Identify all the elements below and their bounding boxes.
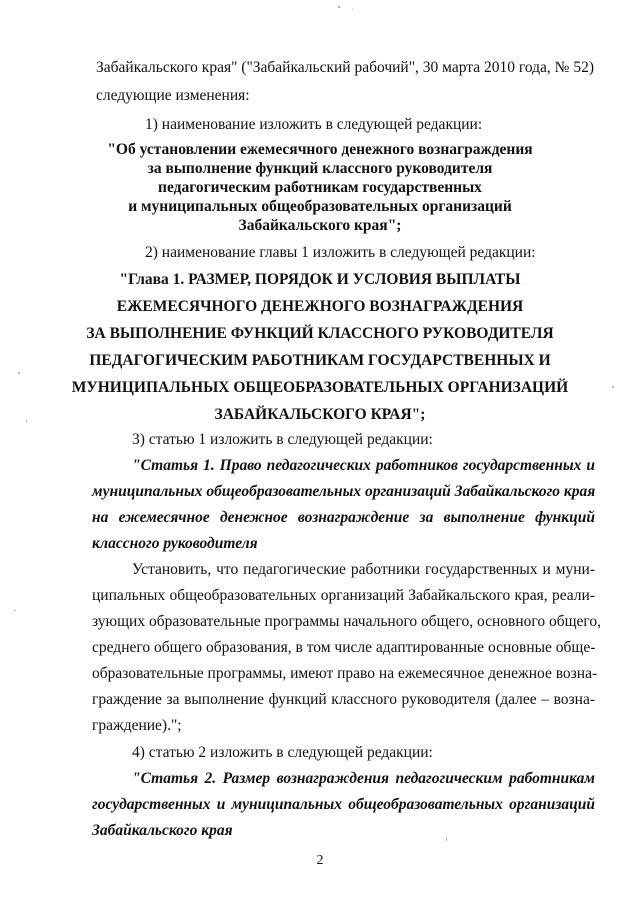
scan-speck [338, 6, 340, 8]
article-heading-line: "Статья 1. Право педагогических работников государственных и [132, 457, 595, 474]
article-heading-line: Забайкальского края [92, 822, 233, 839]
chapter-heading-line: ЕЖЕМЕСЯЧНОГО ДЕНЕЖНОГО ВОЗНАГРАЖДЕНИЯ [116, 298, 524, 315]
page-number: 2 [316, 853, 324, 868]
chapter-heading-line: ЗАБАЙКАЛЬСКОГО КРАЯ"; [214, 406, 426, 423]
article-heading-line: государственных и муниципальных общеобразовательных организаций [92, 796, 595, 813]
article-heading-line: на ежемесячное денежное вознаграждение за выполнение функций [92, 509, 595, 526]
scan-speck [26, 420, 27, 422]
chapter-heading-line: МУНИЦИПАЛЬНЫХ ОБЩЕОБРАЗОВАТЕЛЬНЫХ ОРГАНИЗАЦИЙ [71, 379, 569, 396]
article-body-line: Установить, что педагогические работники государственных и муни- [132, 561, 595, 578]
title-line: "Об установлении ежемесячного денежного вознаграждения [107, 141, 533, 158]
article-body-line: образовательные программы, имеют право на ежемесячное денежное возна- [92, 665, 598, 682]
chapter-heading-line: "Глава 1. РАЗМЕР, ПОРЯДОК И УСЛОВИЯ ВЫПЛАТЫ [119, 271, 521, 288]
scan-speck [446, 838, 447, 841]
body-line: Забайкальского края" ("Забайкальский рабочий", 30 марта 2010 года, № 52) [96, 59, 595, 76]
article-heading-line: "Статья 2. Размер вознаграждения педагогическим работникам [132, 770, 595, 787]
chapter-heading-line: ПЕДАГОГИЧЕСКИМ РАБОТНИКАМ ГОСУДАРСТВЕННЫХ И [89, 352, 551, 369]
scan-speck [352, 9, 353, 10]
amendment-item-2: 2) наименование главы 1 изложить в следующей редакции: [145, 244, 536, 261]
title-line: и муниципальных общеобразовательных организаций [128, 198, 512, 215]
article-body-line: граждение)."; [92, 717, 182, 734]
article-body-line: зующих образовательные программы начального общего, основного общего, [92, 613, 602, 630]
amendment-item-4: 4) статью 2 изложить в следующей редакции: [132, 744, 433, 761]
article-body-line: граждение за выполнение функций классного руководителя (далее – возна- [92, 691, 595, 708]
body-line: следующие изменения: [96, 87, 250, 104]
title-line: педагогическим работникам государственных [158, 179, 482, 196]
scan-speck [14, 610, 16, 611]
amendment-item-1: 1) наименование изложить в следующей редакции: [145, 116, 483, 133]
scan-speck [612, 386, 614, 388]
title-line: Забайкальского края"; [238, 217, 402, 234]
chapter-heading-line: ЗА ВЫПОЛНЕНИЕ ФУНКЦИЙ КЛАССНОГО РУКОВОДИТЕЛЯ [86, 325, 554, 342]
article-heading-line: муниципальных общеобразовательных организаций Забайкальского края [92, 483, 596, 500]
amendment-item-3: 3) статью 1 изложить в следующей редакции: [132, 431, 433, 448]
article-heading-line: классного руководителя [92, 535, 258, 552]
scan-speck [18, 372, 20, 374]
title-line: за выполнение функций классного руководителя [147, 160, 493, 177]
article-body-line: среднего общего образования, в том числе адаптированные основные обще- [92, 639, 596, 656]
article-body-line: ципальных общеобразовательных организаций Забайкальского края, реали- [92, 587, 595, 604]
